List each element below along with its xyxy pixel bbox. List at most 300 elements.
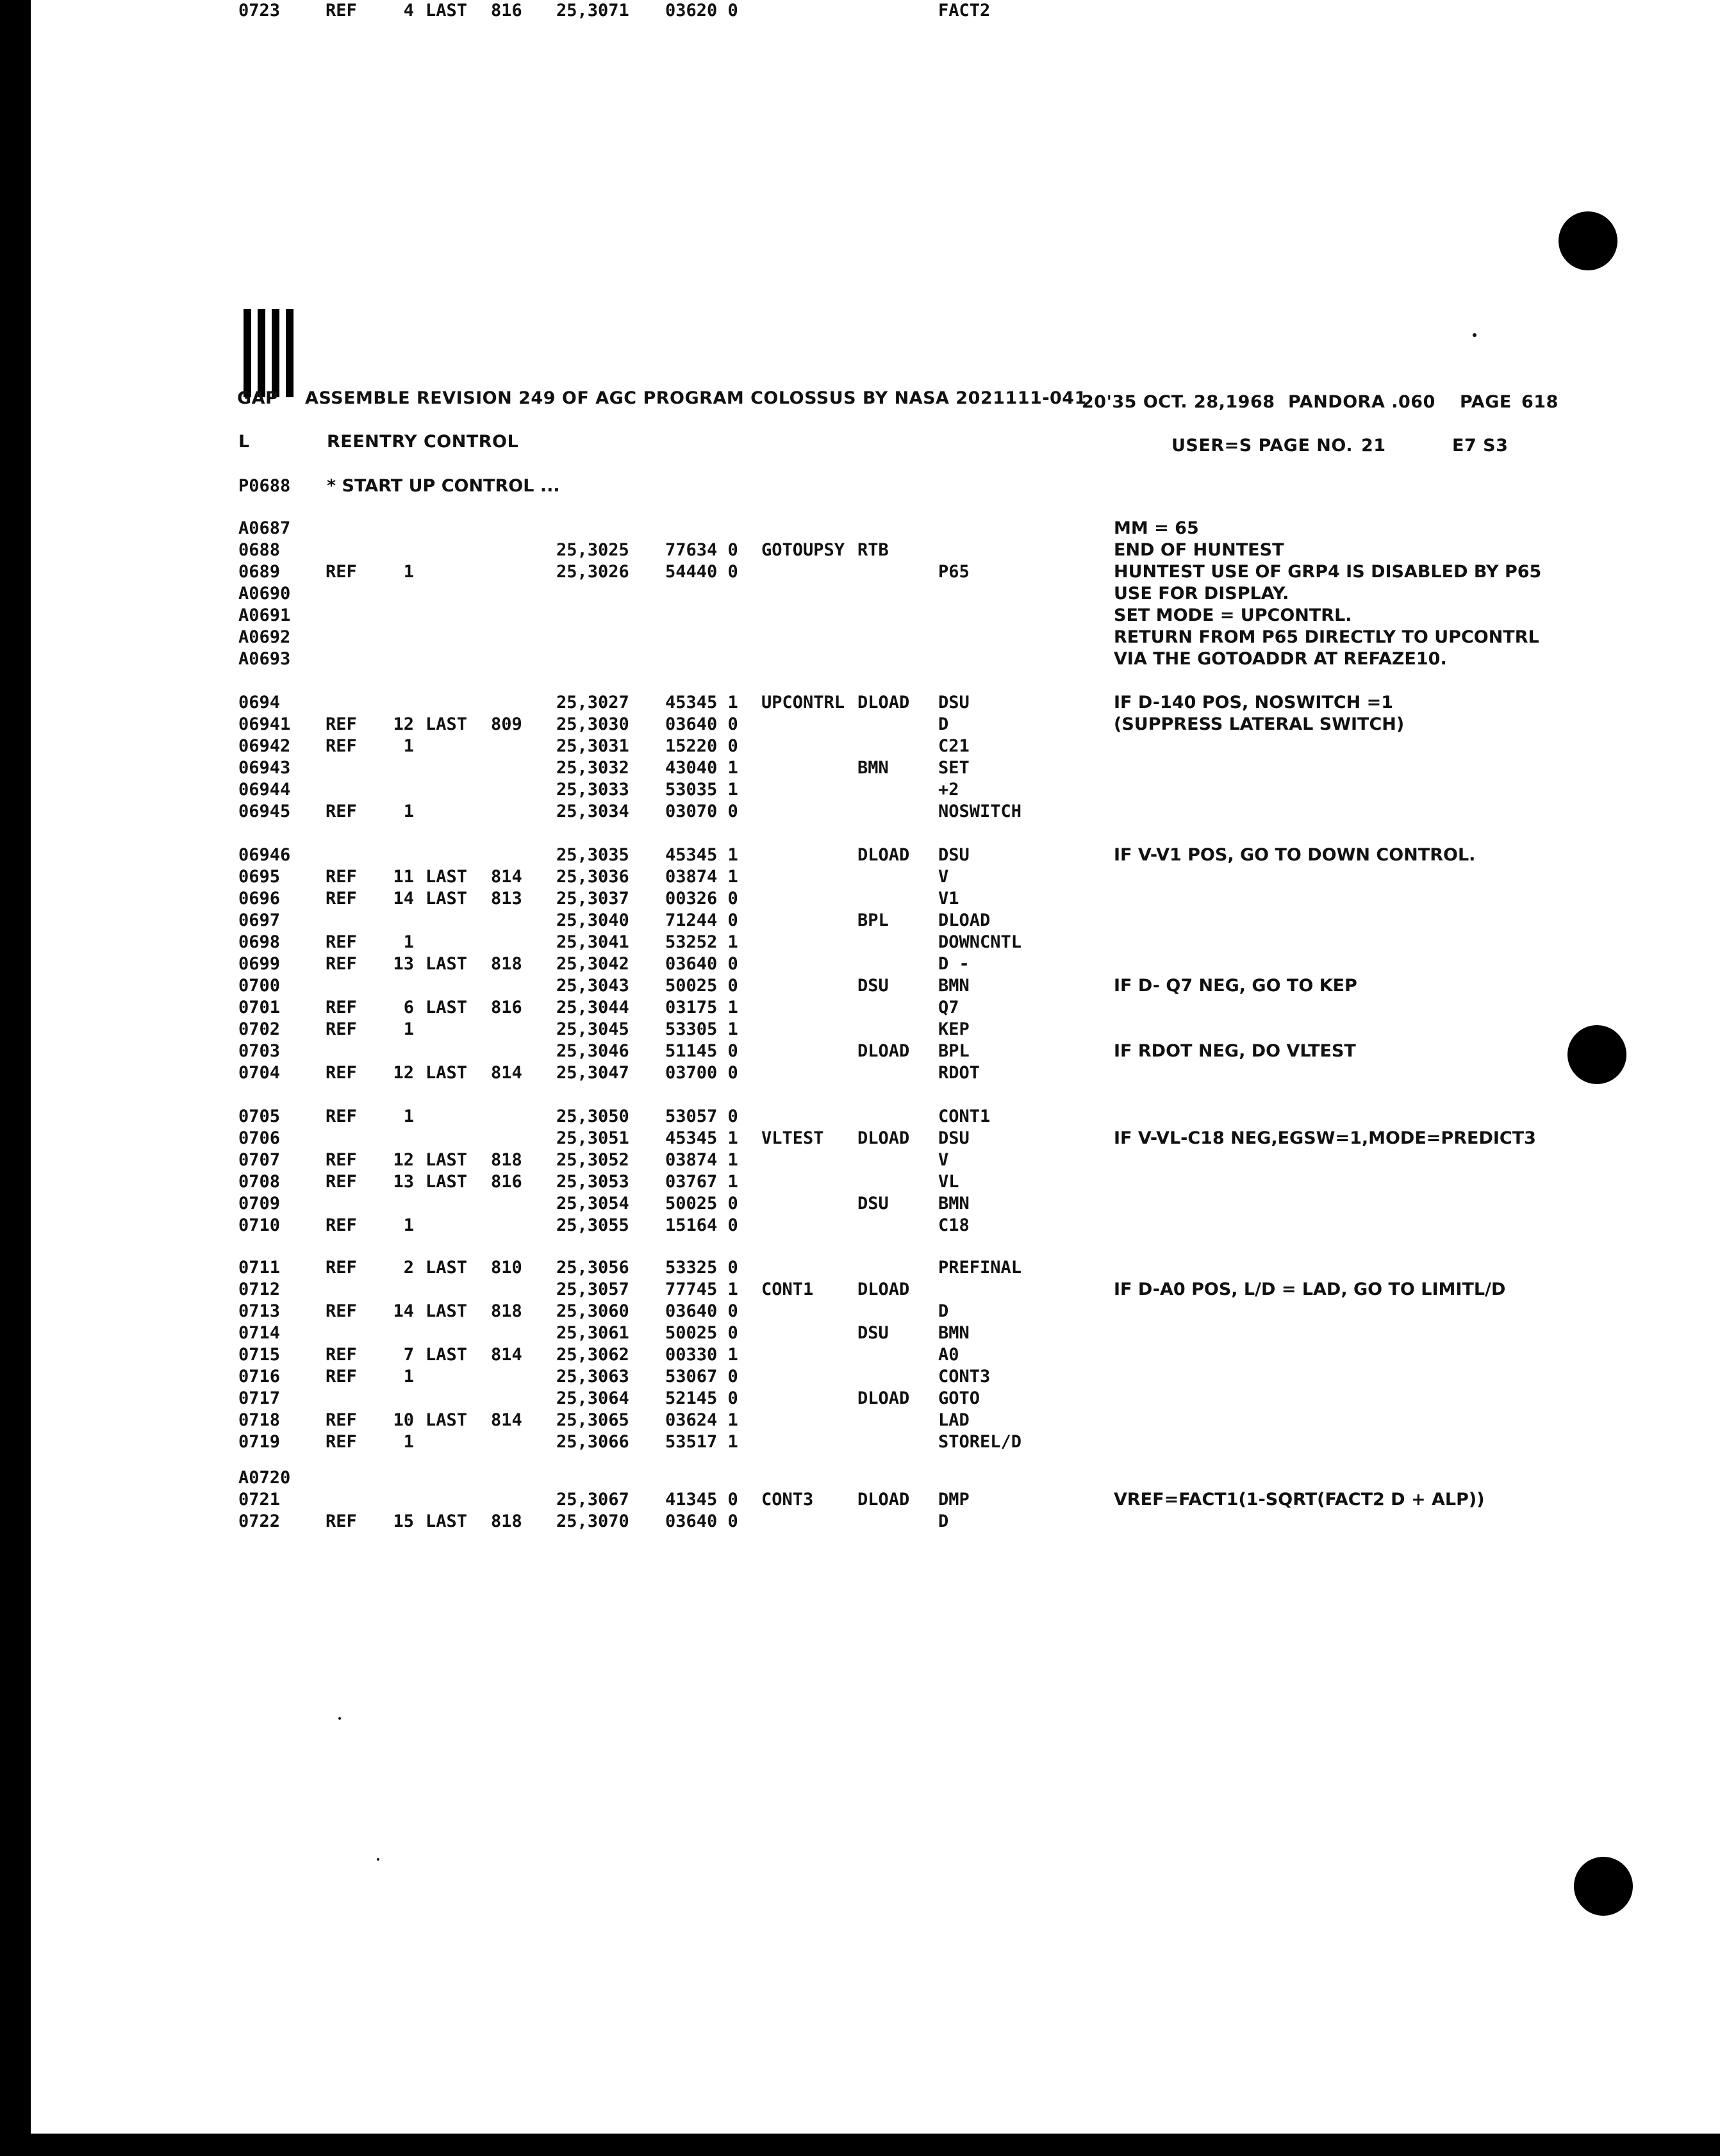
octal-word: 03874 1 [665, 1150, 738, 1170]
operand: CONT1 [938, 1107, 991, 1126]
octal-word: 52145 0 [665, 1388, 738, 1408]
octal-word: 50025 0 [665, 1323, 738, 1343]
operand: BMN [938, 1323, 970, 1343]
line-number: A0687 [238, 518, 291, 538]
listing-line [31, 1511, 1720, 1533]
operand: RDOT [938, 1063, 980, 1083]
opcode: DLOAD [857, 1388, 910, 1408]
address: 25,3065 [556, 1410, 629, 1430]
comment: IF V-VL-C18 NEG,EGSW=1,MODE=PREDICT3 [1114, 1128, 1536, 1148]
ref-marker: REF [326, 1301, 357, 1321]
line-number: 0689 [238, 562, 281, 582]
address: 25,3040 [556, 910, 629, 930]
ref-marker: REF [326, 1172, 357, 1192]
ref-count: 11 [393, 867, 414, 887]
listing-line [31, 1128, 1720, 1149]
last-page: 818 [491, 1511, 522, 1531]
octal-word: 54440 0 [665, 562, 738, 582]
last-page: 814 [491, 867, 522, 887]
last-page: 814 [491, 1063, 522, 1083]
address: 25,3042 [556, 954, 629, 974]
operand: GOTO [938, 1388, 980, 1408]
symbol-label: CONT1 [761, 1280, 814, 1299]
operand: BPL [938, 1041, 970, 1061]
ref-count: 12 [393, 1150, 414, 1170]
line-number: 0707 [238, 1150, 281, 1170]
last-page: 816 [491, 998, 522, 1017]
ref-marker: REF [326, 736, 357, 756]
line-number: 0699 [238, 954, 281, 974]
paper-speck [377, 1858, 379, 1861]
octal-word: 50025 0 [665, 1194, 738, 1214]
comment: VIA THE GOTOADDR AT REFAZE10. [1114, 649, 1447, 669]
comment: VREF=FACT1(1-SQRT(FACT2 D + ALP)) [1114, 1490, 1485, 1510]
line-number: 0723 [238, 1, 281, 21]
last-marker: LAST [426, 1258, 468, 1278]
opcode: RTB [857, 540, 889, 560]
operand: V [938, 867, 949, 887]
last-page: 810 [491, 1258, 522, 1278]
octal-word: 43040 1 [665, 758, 738, 778]
header-tag: GAP [237, 388, 279, 408]
ref-count: 4 [403, 1, 414, 21]
octal-word: 03700 0 [665, 1063, 738, 1083]
address: 25,3063 [556, 1367, 629, 1387]
address: 25,3060 [556, 1301, 629, 1321]
listing-line [31, 561, 1720, 583]
line-number: 0712 [238, 1280, 281, 1299]
last-page: 818 [491, 1150, 522, 1170]
operand: D [938, 1511, 949, 1531]
listing-line [31, 1410, 1720, 1431]
line-number: 0714 [238, 1323, 281, 1343]
line-number: 0713 [238, 1301, 281, 1321]
last-page: 814 [491, 1410, 522, 1430]
octal-word: 53252 1 [665, 932, 738, 952]
opcode: BPL [857, 910, 889, 930]
listing-line [31, 1106, 1720, 1128]
ref-marker: REF [326, 714, 357, 734]
address: 25,3027 [556, 693, 629, 712]
operand: STOREL/D [938, 1432, 1022, 1452]
last-marker: LAST [426, 1172, 468, 1192]
address: 25,3033 [556, 780, 629, 800]
line-number: 0701 [238, 998, 281, 1017]
comment: HUNTEST USE OF GRP4 IS DISABLED BY P65 [1114, 562, 1542, 582]
listing-line [31, 932, 1720, 953]
octal-word: 03767 1 [665, 1172, 738, 1192]
operand: Q7 [938, 998, 959, 1017]
listing-line [31, 757, 1720, 779]
operand: DSU [938, 845, 970, 865]
listing-line [31, 648, 1720, 670]
octal-word: 53305 1 [665, 1019, 738, 1039]
listing-line [31, 714, 1720, 736]
ref-marker: REF [326, 802, 357, 821]
last-marker: LAST [426, 1301, 468, 1321]
octal-word: 03640 0 [665, 954, 738, 974]
line-number: 06943 [238, 758, 291, 778]
line-number: 06942 [238, 736, 291, 756]
comment: IF D- Q7 NEG, GO TO KEP [1114, 976, 1357, 996]
section-name: REENTRY CONTROL [327, 432, 519, 452]
ref-count: 6 [403, 998, 414, 1017]
listing-line [31, 1431, 1720, 1453]
octal-word: 51145 0 [665, 1041, 738, 1061]
comment: END OF HUNTEST [1114, 540, 1284, 560]
line-number: 0695 [238, 867, 281, 887]
address: 25,3031 [556, 736, 629, 756]
address: 25,3030 [556, 714, 629, 734]
ref-count: 15 [393, 1511, 414, 1531]
ref-count: 1 [403, 1215, 414, 1235]
listing-line [31, 0, 1720, 22]
ref-marker: REF [326, 954, 357, 974]
user-page-label: USER=S PAGE NO. [1171, 436, 1353, 456]
operand: V [938, 1150, 949, 1170]
ref-marker: REF [326, 1258, 357, 1278]
operand: KEP [938, 1019, 970, 1039]
ref-marker: REF [326, 1215, 357, 1235]
comment: (SUPPRESS LATERAL SWITCH) [1114, 714, 1405, 734]
listing-line [31, 1388, 1720, 1410]
line-number: 0722 [238, 1511, 281, 1531]
address: 25,3036 [556, 867, 629, 887]
octal-word: 53035 1 [665, 780, 738, 800]
ref-marker: REF [326, 562, 357, 582]
line-number: A0690 [238, 584, 291, 604]
line-number: A0720 [238, 1468, 291, 1488]
paper-speck [1473, 333, 1476, 337]
operand: LAD [938, 1410, 970, 1430]
operand: D [938, 1301, 949, 1321]
ref-marker: REF [326, 1345, 357, 1365]
comment: SET MODE = UPCONTRL. [1114, 605, 1352, 625]
listing-line [31, 1301, 1720, 1322]
comment: IF RDOT NEG, DO VLTEST [1114, 1041, 1356, 1061]
octal-word: 53057 0 [665, 1107, 738, 1126]
line-number: 0696 [238, 889, 281, 909]
line-number: 0706 [238, 1128, 281, 1148]
opcode: BMN [857, 758, 889, 778]
address: 25,3037 [556, 889, 629, 909]
address: 25,3035 [556, 845, 629, 865]
ref-count: 1 [403, 932, 414, 952]
listing-line [31, 1019, 1720, 1041]
punch-hole [1574, 1857, 1633, 1916]
ref-marker: REF [326, 1150, 357, 1170]
listing-line [31, 1279, 1720, 1301]
header-page-number: 618 [1521, 392, 1559, 412]
punch-hole [1559, 211, 1617, 270]
ref-marker: REF [326, 889, 357, 909]
line-number: 0698 [238, 932, 281, 952]
header-system: PANDORA .060 [1288, 392, 1435, 412]
listing-line [31, 1193, 1720, 1215]
listing-line [31, 1322, 1720, 1344]
last-marker: LAST [426, 1410, 468, 1430]
ref-marker: REF [326, 998, 357, 1017]
listing-line [31, 1467, 1720, 1489]
line-number: 06946 [238, 845, 291, 865]
last-marker: LAST [426, 714, 468, 734]
printer-tab-marks [244, 309, 314, 397]
operand: A0 [938, 1345, 959, 1365]
listing-line [31, 866, 1720, 888]
ref-marker: REF [326, 1511, 357, 1531]
ref-marker: REF [326, 932, 357, 952]
operand: D [938, 714, 949, 734]
line-number: 0710 [238, 1215, 281, 1235]
address: 25,3051 [556, 1128, 629, 1148]
ref-count: 12 [393, 714, 414, 734]
line-number: 0688 [238, 540, 281, 560]
listing-line [31, 1366, 1720, 1388]
comment: IF V-V1 POS, GO TO DOWN CONTROL. [1114, 845, 1476, 865]
line-number: 0697 [238, 910, 281, 930]
address: 25,3064 [556, 1388, 629, 1408]
listing-line [31, 736, 1720, 757]
ref-count: 1 [403, 1019, 414, 1039]
address: 25,3070 [556, 1511, 629, 1531]
octal-word: 03070 0 [665, 802, 738, 821]
last-marker: LAST [426, 954, 468, 974]
operand: DSU [938, 1128, 970, 1148]
listing-line [31, 1171, 1720, 1193]
opcode: DLOAD [857, 1128, 910, 1148]
octal-word: 77745 1 [665, 1280, 738, 1299]
listing-line [31, 1062, 1720, 1084]
opcode: DLOAD [857, 1041, 910, 1061]
header-timestamp: 20'35 OCT. 28,1968 [1082, 392, 1275, 412]
comment: RETURN FROM P65 DIRECTLY TO UPCONTRL [1114, 627, 1539, 647]
line-number: 0721 [238, 1490, 281, 1510]
last-marker: LAST [426, 867, 468, 887]
address: 25,3050 [556, 1107, 629, 1126]
ref-count: 1 [403, 736, 414, 756]
address: 25,3071 [556, 1, 629, 21]
address: 25,3061 [556, 1323, 629, 1343]
last-marker: LAST [426, 1063, 468, 1083]
user-code: E7 S3 [1452, 436, 1509, 456]
listing-line [31, 844, 1720, 866]
octal-word: 71244 0 [665, 910, 738, 930]
operand: V1 [938, 889, 959, 909]
operand: DMP [938, 1490, 970, 1510]
opcode: DSU [857, 1323, 889, 1343]
address: 25,3032 [556, 758, 629, 778]
ref-marker: REF [326, 1019, 357, 1039]
address: 25,3025 [556, 540, 629, 560]
address: 25,3043 [556, 976, 629, 996]
comment: USE FOR DISPLAY. [1114, 584, 1289, 604]
address: 25,3047 [556, 1063, 629, 1083]
opcode: DSU [857, 976, 889, 996]
listing-page [31, 0, 1720, 2134]
operand: CONT3 [938, 1367, 991, 1387]
listing-line [31, 997, 1720, 1019]
listing-line [31, 975, 1720, 997]
address: 25,3045 [556, 1019, 629, 1039]
octal-word: 00330 1 [665, 1345, 738, 1365]
symbol-label: VLTEST [761, 1128, 824, 1148]
line-number: 06944 [238, 780, 291, 800]
opcode: DLOAD [857, 693, 910, 712]
line-number: 0694 [238, 693, 281, 712]
section-letter: L [238, 432, 250, 452]
operand: VL [938, 1172, 959, 1192]
listing-line [31, 953, 1720, 975]
last-page: 818 [491, 1301, 522, 1321]
address: 25,3066 [556, 1432, 629, 1452]
ref-count: 1 [403, 1432, 414, 1452]
line-number: 0716 [238, 1367, 281, 1387]
operand: DSU [938, 693, 970, 712]
listing-line [31, 518, 1720, 539]
line-number: 0717 [238, 1388, 281, 1408]
octal-word: 03620 0 [665, 1, 738, 21]
opcode: DLOAD [857, 1490, 910, 1510]
address: 25,3034 [556, 802, 629, 821]
ref-marker: REF [326, 1410, 357, 1430]
octal-word: 00326 0 [665, 889, 738, 909]
operand: C21 [938, 736, 970, 756]
operand: D - [938, 954, 970, 974]
listing-line [31, 1041, 1720, 1062]
octal-word: 03640 0 [665, 714, 738, 734]
address: 25,3054 [556, 1194, 629, 1214]
comment: IF D-140 POS, NOSWITCH =1 [1114, 693, 1394, 712]
ref-count: 12 [393, 1063, 414, 1083]
comment-header: * START UP CONTROL ... [327, 476, 560, 496]
ref-marker: REF [326, 1, 357, 21]
operand: FACT2 [938, 1, 991, 21]
last-marker: LAST [426, 1, 468, 21]
listing-line [31, 692, 1720, 714]
address: 25,3057 [556, 1280, 629, 1299]
comment: IF D-A0 POS, L/D = LAD, GO TO LIMITL/D [1114, 1280, 1506, 1299]
octal-word: 53517 1 [665, 1432, 738, 1452]
line-number: 0703 [238, 1041, 281, 1061]
ref-count: 2 [403, 1258, 414, 1278]
operand: PREFINAL [938, 1258, 1022, 1278]
last-page: 814 [491, 1345, 522, 1365]
last-marker: LAST [426, 1511, 468, 1531]
last-page: 818 [491, 954, 522, 974]
octal-word: 45345 1 [665, 693, 738, 712]
ref-marker: REF [326, 1432, 357, 1452]
octal-word: 03624 1 [665, 1410, 738, 1430]
paper-speck [338, 1717, 341, 1720]
octal-word: 03175 1 [665, 998, 738, 1017]
line-number: 0709 [238, 1194, 281, 1214]
line-number: 0718 [238, 1410, 281, 1430]
line-number: 0702 [238, 1019, 281, 1039]
listing-line [31, 1257, 1720, 1279]
listing-line [31, 1344, 1720, 1366]
ref-count: 1 [403, 802, 414, 821]
operand: DLOAD [938, 910, 991, 930]
listing-line [31, 583, 1720, 605]
ref-count: 13 [393, 1172, 414, 1192]
ref-count: 1 [403, 1107, 414, 1126]
operand: SET [938, 758, 970, 778]
line-number: 0711 [238, 1258, 281, 1278]
ref-count: 13 [393, 954, 414, 974]
last-marker: LAST [426, 1345, 468, 1365]
ref-marker: REF [326, 1367, 357, 1387]
symbol-label: UPCONTRL [761, 693, 845, 712]
octal-word: 03874 1 [665, 867, 738, 887]
last-page: 816 [491, 1172, 522, 1192]
octal-word: 45345 1 [665, 1128, 738, 1148]
opcode: DLOAD [857, 1280, 910, 1299]
ref-count: 14 [393, 889, 414, 909]
ref-count: 7 [403, 1345, 414, 1365]
comment: MM = 65 [1114, 518, 1199, 538]
address: 25,3056 [556, 1258, 629, 1278]
listing-line [31, 888, 1720, 910]
address: 25,3046 [556, 1041, 629, 1061]
operand: C18 [938, 1215, 970, 1235]
last-page: 813 [491, 889, 522, 909]
ref-marker: REF [326, 1063, 357, 1083]
opcode: DSU [857, 1194, 889, 1214]
ref-count: 1 [403, 1367, 414, 1387]
line-number: 0705 [238, 1107, 281, 1126]
octal-word: 03640 0 [665, 1301, 738, 1321]
operand: DOWNCNTL [938, 932, 1022, 952]
symbol-label: CONT3 [761, 1490, 814, 1510]
operand: P65 [938, 562, 970, 582]
page-title: ASSEMBLE REVISION 249 OF AGC PROGRAM COLOSSUS BY NASA 2021111-041 [305, 388, 1087, 408]
last-marker: LAST [426, 889, 468, 909]
listing-line [31, 627, 1720, 648]
line-number: A0693 [238, 649, 291, 669]
opcode: DLOAD [857, 845, 910, 865]
ref-count: 10 [393, 1410, 414, 1430]
octal-word: 03640 0 [665, 1511, 738, 1531]
operand: BMN [938, 1194, 970, 1214]
header-page-label: PAGE [1460, 392, 1512, 412]
octal-word: 45345 1 [665, 845, 738, 865]
operand: NOSWITCH [938, 802, 1022, 821]
address: 25,3026 [556, 562, 629, 582]
operand: +2 [938, 780, 959, 800]
ref-count: 14 [393, 1301, 414, 1321]
address: 25,3044 [556, 998, 629, 1017]
listing-line [31, 475, 1720, 497]
last-marker: LAST [426, 998, 468, 1017]
octal-word: 50025 0 [665, 976, 738, 996]
line-number: 0704 [238, 1063, 281, 1083]
listing-line [31, 605, 1720, 627]
line-number: 0708 [238, 1172, 281, 1192]
octal-word: 53067 0 [665, 1367, 738, 1387]
octal-word: 77634 0 [665, 540, 738, 560]
line-number: P0688 [238, 476, 291, 496]
address: 25,3055 [556, 1215, 629, 1235]
line-number: A0691 [238, 605, 291, 625]
line-number: 0700 [238, 976, 281, 996]
octal-word: 53325 0 [665, 1258, 738, 1278]
address: 25,3052 [556, 1150, 629, 1170]
address: 25,3062 [556, 1345, 629, 1365]
ref-marker: REF [326, 867, 357, 887]
symbol-label: GOTOUPSY [761, 540, 845, 560]
last-page: 809 [491, 714, 522, 734]
listing-line [31, 910, 1720, 932]
